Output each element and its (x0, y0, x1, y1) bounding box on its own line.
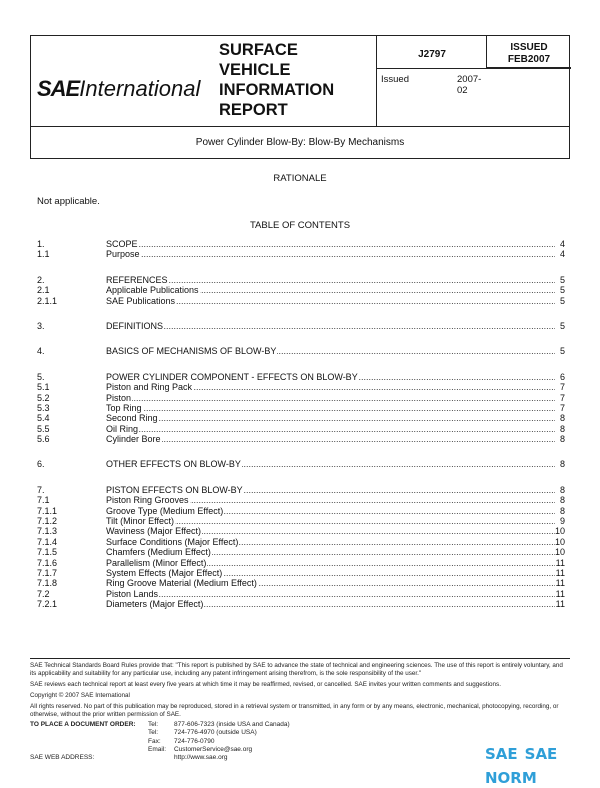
issued-date: 2007-02 (457, 74, 482, 96)
toc-page: 7 (555, 382, 565, 392)
toc-title (106, 403, 555, 413)
watermark-text: SAE NORM (485, 745, 558, 787)
footer-rights: All rights reserved. No part of this publication may be reproduced, stored in a retrieval system or transmitted, in any form or by any means, electronic, mechanical, photocopying, recording, or otherwise, without the prior written permission of SAE. (30, 703, 559, 718)
toc-page: 8 (555, 434, 565, 444)
toc-title-text: PISTON EFFECTS ON BLOW-BY (106, 484, 243, 495)
toc-title-text: POWER CYLINDER COMPONENT - EFFECTS ON BLOW-BY (106, 371, 358, 382)
toc-title-text: Purpose (106, 249, 140, 260)
status-box (486, 36, 571, 68)
toc-number: 5. (37, 371, 45, 382)
sae-logo (37, 76, 200, 102)
toc-page: 5 (555, 275, 565, 285)
toc-entry[interactable] (37, 372, 565, 382)
toc-page: 6 (555, 372, 565, 382)
toc-page: 10 (555, 536, 566, 547)
toc-entry[interactable] (37, 578, 565, 588)
toc-page: 8 (555, 424, 565, 434)
toc-page: 7 (555, 403, 565, 413)
toc-title-text: SAE Publications (106, 295, 176, 306)
toc-entry[interactable] (37, 403, 565, 413)
toc-title-text: Ring Groove Material (Medium Effect) (106, 578, 257, 589)
toc-page: 8 (555, 485, 565, 495)
toc-heading: TABLE OF CONTENTS (249, 220, 351, 231)
toc-title-text: Cylinder Bore (106, 434, 161, 445)
toc-entry[interactable] (37, 599, 565, 609)
toc-page: 8 (555, 495, 565, 505)
report-type (219, 40, 334, 120)
toc-title-text: Surface Conditions (Major Effect) (106, 536, 239, 547)
toc-title-text: Parallelism (Minor Effect) (106, 557, 207, 568)
toc-title (106, 434, 555, 444)
toc-number: 7.1 (37, 495, 50, 506)
table-of-contents (37, 239, 565, 610)
toc-entry[interactable] (37, 495, 565, 505)
toc-page: 10 (555, 547, 566, 558)
toc-title (106, 321, 555, 331)
toc-title (106, 249, 555, 259)
toc-title (106, 296, 555, 306)
email-link[interactable]: CustomerService@sae.org (174, 745, 253, 753)
toc-entry[interactable] (37, 346, 565, 356)
toc-title (106, 516, 555, 526)
toc-number: 2.1.1 (37, 295, 58, 306)
logo-brand: SAE (37, 76, 80, 101)
toc-number: 7.1.5 (37, 547, 58, 558)
report-type-line: INFORMATION (219, 81, 335, 99)
toc-number: 2.1 (37, 285, 50, 296)
toc-number: 5.1 (37, 382, 50, 393)
toc-number: 1.1 (37, 249, 50, 260)
toc-entry[interactable] (37, 413, 565, 423)
toc-entry[interactable] (37, 485, 565, 495)
toc-page: 11 (555, 578, 565, 589)
toc-title (106, 599, 555, 609)
toc-page: 8 (555, 413, 565, 423)
toc-title (106, 526, 555, 536)
toc-title (106, 372, 555, 382)
toc-number: 7.1.3 (37, 526, 58, 537)
toc-entry[interactable] (37, 285, 565, 295)
fax-number: 724-776-0790 (174, 737, 215, 745)
toc-number: 7.1.1 (37, 505, 58, 516)
report-type-line: SURFACE (219, 41, 298, 59)
toc-page: 9 (555, 516, 565, 526)
toc-page: 4 (555, 239, 565, 249)
toc-number: 7.1.7 (37, 567, 58, 578)
toc-number: 2. (37, 274, 45, 285)
toc-title-text: Diameters (Major Effect) (106, 599, 204, 610)
toc-entry[interactable] (37, 568, 565, 578)
rationale-text: Not applicable. (37, 196, 100, 207)
sae-norm-watermark (485, 740, 600, 788)
toc-title (106, 558, 555, 568)
toc-title-text: Piston and Ring Pack (106, 382, 193, 393)
toc-page: 11 (555, 557, 565, 568)
toc-title (106, 382, 555, 392)
toc-title (106, 413, 555, 423)
toc-title-text: SCOPE (106, 239, 138, 249)
toc-title-text: Second Ring (106, 413, 158, 424)
document-header (30, 35, 570, 159)
toc-title (106, 275, 555, 285)
toc-title-text: Top Ring (106, 402, 142, 413)
toc-number: 1. (37, 239, 45, 249)
rationale-heading: RATIONALE (273, 173, 327, 184)
status-date: FEB2007 (507, 54, 551, 65)
issued-label: Issued (381, 74, 409, 85)
toc-entry[interactable] (37, 526, 565, 536)
toc-number: 5.3 (37, 402, 50, 413)
toc-page: 8 (555, 459, 565, 469)
report-type-line: REPORT (219, 101, 288, 119)
web-link[interactable]: http://www.sae.org (174, 754, 228, 762)
order-label: TO PLACE A DOCUMENT ORDER: (30, 721, 136, 728)
toc-title (106, 537, 555, 547)
toc-entry[interactable] (37, 424, 565, 434)
status-line: ISSUED (510, 42, 548, 53)
toc-number: 7. (37, 484, 45, 495)
tel-label: Tel: (148, 721, 159, 728)
toc-entry[interactable] (37, 434, 565, 444)
toc-title-text: Waviness (Major Effect) (106, 526, 202, 537)
toc-entry[interactable] (37, 516, 565, 526)
tel-inside: 877-606-7323 (inside USA and Canada) (174, 721, 290, 728)
toc-title (106, 424, 555, 434)
toc-page: 8 (555, 506, 565, 516)
toc-title-text: Piston Ring Grooves (106, 495, 189, 506)
toc-number: 3. (37, 320, 45, 331)
toc-number: 7.1.2 (37, 516, 58, 527)
tel-label: Tel: (148, 729, 159, 737)
toc-page: 7 (555, 393, 565, 403)
toc-number: 5.4 (37, 413, 50, 424)
toc-title (106, 568, 555, 578)
toc-title-text: DEFINITIONS (106, 320, 164, 331)
toc-title-text: Oil Ring (106, 423, 139, 434)
toc-title-text: System Effects (Major Effect) (106, 567, 223, 578)
toc-title (106, 459, 555, 469)
toc-title-text: Groove Type (Medium Effect) (106, 505, 224, 516)
footer-review: SAE reviews each technical report at least every five years at which time it may be reaffirmed, revised, or cancelled. SAE invites your written comments and suggestions. (30, 681, 501, 688)
toc-title-text: Applicable Publications (106, 285, 199, 296)
toc-page: 5 (555, 346, 565, 356)
toc-number: 5.6 (37, 434, 50, 445)
toc-title (106, 547, 555, 557)
toc-title (106, 578, 555, 588)
toc-number: 7.1.6 (37, 557, 58, 568)
toc-entry[interactable] (37, 393, 565, 403)
toc-entry[interactable] (37, 558, 565, 568)
toc-number: 7.1.8 (37, 578, 58, 589)
toc-entry[interactable] (37, 382, 565, 392)
toc-number: 5.5 (37, 423, 50, 434)
toc-title-text: OTHER EFFECTS ON BLOW-BY (106, 459, 241, 470)
tel-outside: 724-776-4970 (outside USA) (174, 729, 257, 737)
watermark-mark: SAE (485, 745, 518, 763)
toc-title (106, 589, 555, 599)
report-type-line: VEHICLE (219, 61, 291, 79)
toc-title (106, 285, 555, 295)
toc-number: 7.2.1 (37, 599, 58, 610)
web-label: SAE WEB ADDRESS: (30, 754, 95, 762)
toc-number: 6. (37, 459, 45, 470)
footer-copyright: Copyright © 2007 SAE International (30, 692, 130, 699)
logo-word: International (79, 76, 201, 101)
toc-title (106, 239, 555, 249)
toc-page: 11 (555, 567, 565, 578)
toc-entry[interactable] (37, 296, 565, 306)
doc-number: J2797 (418, 49, 446, 60)
toc-title (106, 393, 555, 403)
toc-page: 5 (555, 321, 565, 331)
toc-title-text: Chamfers (Medium Effect) (106, 547, 211, 558)
toc-entry[interactable] (37, 547, 565, 557)
toc-number: 5.2 (37, 392, 50, 403)
toc-title-text: BASICS OF MECHANISMS OF BLOW-BY (106, 346, 277, 357)
toc-number: 7.1.4 (37, 536, 58, 547)
toc-number: 4. (37, 346, 45, 357)
toc-page: 11 (555, 599, 565, 610)
toc-number: 7.2 (37, 588, 50, 599)
toc-page: 5 (555, 296, 565, 306)
toc-entry[interactable] (37, 249, 565, 259)
email-label: Email: (148, 745, 167, 753)
footer-rules: SAE Technical Standards Board Rules provide that: "This report is published by SAE to advance the state of technical and engineering sciences. The use of this report is entirely voluntary, and its applicability and suitability for any particular use, including any patent infringement arising therefrom, is the sole responsibility of the user." (30, 662, 563, 677)
toc-entry[interactable] (37, 589, 565, 599)
toc-title (106, 495, 555, 505)
toc-page: 10 (555, 526, 566, 537)
toc-entry[interactable] (37, 321, 565, 331)
toc-page: 4 (555, 249, 565, 259)
toc-entry[interactable] (37, 537, 565, 547)
toc-title (106, 506, 555, 516)
toc-title (106, 485, 555, 495)
document-title: Power Cylinder Blow-By: Blow-By Mechanisms (195, 137, 405, 148)
toc-entry[interactable] (37, 459, 565, 469)
toc-entry[interactable] (37, 275, 565, 285)
toc-title-text: Tilt (Minor Effect) (106, 516, 175, 527)
toc-entry[interactable] (37, 239, 565, 249)
toc-title (106, 346, 555, 356)
toc-title-text: Piston Lands (106, 588, 159, 599)
toc-page: 11 (555, 588, 565, 599)
fax-label: Fax: (148, 737, 161, 745)
toc-title-text: Piston (106, 392, 132, 403)
toc-title-text: REFERENCES (106, 274, 168, 285)
toc-entry[interactable] (37, 506, 565, 516)
toc-page: 5 (555, 285, 565, 295)
